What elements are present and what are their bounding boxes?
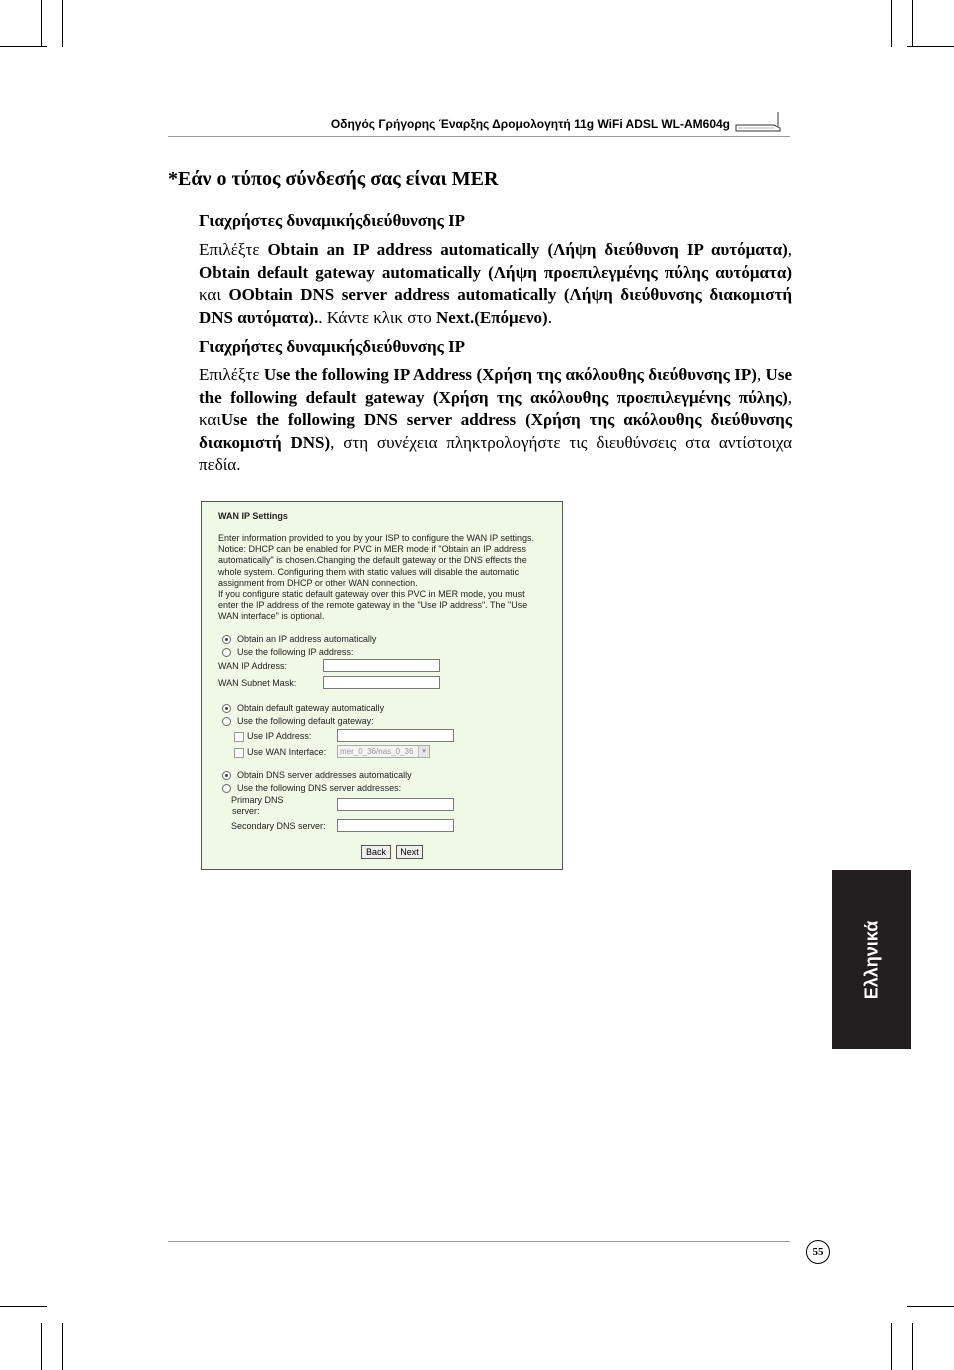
- primary-dns-label-line: server:: [232, 805, 260, 816]
- back-button[interactable]: Back: [361, 845, 391, 859]
- wan-ip-address-label: WAN IP Address:: [218, 661, 288, 671]
- wan-subnet-mask-label: WAN Subnet Mask:: [218, 678, 297, 688]
- text: .: [547, 307, 552, 327]
- bold-text: Obtain an IP address automatically (Λήψη διεύθυνση IP αυτόματα): [267, 240, 788, 259]
- bold-text: Use the following DNS server address (Χρήση της ακόλουθης διεύθυνσης διακομιστή DNS): [199, 410, 792, 452]
- secondary-dns-label: Secondary DNS server:: [231, 821, 326, 831]
- crop-mark: [62, 1323, 63, 1370]
- primary-dns-label: [231, 795, 284, 816]
- static-ip-heading: Γιαχρήστες δυναμικήςδιεύθυνσης IP: [199, 337, 466, 356]
- router-icon: [734, 112, 782, 132]
- crop-mark: [62, 0, 63, 47]
- obtain-gateway-auto-label: Obtain default gateway automatically: [237, 703, 385, 713]
- description-line: assignment from DHCP or other WAN connection.: [218, 577, 418, 588]
- chevron-down-icon: ▾: [418, 746, 429, 757]
- crop-mark: [912, 0, 913, 47]
- bold-text: Use the following IP Address (Χρήση της ακόλουθης διεύθυνσης IP): [263, 365, 757, 384]
- text: . Κάντε κλικ στο: [318, 307, 436, 327]
- text: και: [199, 285, 229, 304]
- use-following-ip-radio[interactable]: [222, 648, 231, 657]
- use-ip-address-label: Use IP Address:: [247, 731, 312, 741]
- page-number: 55: [806, 1240, 830, 1264]
- language-tab: [832, 870, 911, 1049]
- primary-dns-label-line: Primary DNS: [231, 795, 284, 805]
- crop-mark: [891, 0, 892, 47]
- obtain-gateway-auto-radio[interactable]: [222, 704, 231, 713]
- use-wan-interface-checkbox[interactable]: [234, 748, 244, 758]
- use-following-gateway-radio[interactable]: [222, 717, 231, 726]
- crop-mark: [0, 46, 47, 47]
- bold-text: OObtain DNS server address automatically (Λήψη διεύθυνσης διακομιστή DNS αυτόματα).: [199, 285, 793, 327]
- crop-mark: [907, 1306, 954, 1307]
- wan-ip-address-input[interactable]: [323, 659, 440, 672]
- use-wan-interface-label: Use WAN Interface:: [247, 747, 327, 757]
- wan-interface-value: mer_0_36/nas_0_36: [340, 747, 414, 756]
- bold-text: Use the following default gateway (Χρήση της ακόλουθης προεπιλεγμένης πύλης): [199, 365, 792, 407]
- crop-mark: [891, 1323, 892, 1370]
- obtain-ip-auto-label: Obtain an IP address automatically: [237, 634, 377, 644]
- wan-subnet-mask-input[interactable]: [323, 676, 440, 689]
- bold-text: Obtain default gateway automatically (Λήψη προεπιλεγμένης πύλης αυτόματα): [199, 262, 792, 282]
- crop-mark: [41, 1323, 42, 1370]
- primary-dns-input[interactable]: [337, 798, 454, 811]
- text: Επιλέξτε: [199, 240, 268, 259]
- panel-title: WAN IP Settings: [218, 511, 288, 521]
- obtain-dns-auto-label: Obtain DNS server addresses automatically: [237, 770, 412, 780]
- static-ip-paragraph: [199, 364, 792, 477]
- description-line: WAN interface" is optional.: [218, 611, 325, 622]
- description-line: If you configure static default gateway over this PVC in MER mode, you must: [218, 589, 525, 600]
- section-title: *Εάν ο τύπος σύνδεσής σας είναι MER: [168, 168, 499, 190]
- dynamic-ip-heading: Γιαχρήστες δυναμικήςδιεύθυνσης IP: [199, 211, 466, 230]
- description-line: Notice: DHCP can be enabled for PVC in MER mode if "Obtain an IP address: [218, 544, 527, 555]
- text: , στη συνέχεια πληκτρολογήστε τις διευθύνσεις στα αντίστοιχα πεδία.: [199, 432, 792, 474]
- header-rule: [168, 136, 790, 137]
- panel-description: [218, 533, 556, 623]
- text: Επιλέξτε: [199, 365, 264, 384]
- text: , και: [199, 387, 792, 429]
- description-line: automatically" is chosen.Changing the default gateway or the DNS effects the: [218, 555, 527, 566]
- secondary-dns-input[interactable]: [337, 819, 454, 832]
- use-ip-address-input[interactable]: [337, 729, 454, 742]
- text: ,: [787, 240, 792, 259]
- language-tab-label: Ελληνικά: [861, 920, 881, 999]
- obtain-ip-auto-radio[interactable]: [222, 635, 231, 644]
- description-line: whole system. Configuring them with static values will disable the automatic: [218, 566, 520, 577]
- use-following-ip-label: Use the following IP address:: [237, 647, 354, 657]
- dynamic-ip-paragraph: [199, 239, 792, 329]
- crop-mark: [41, 0, 42, 47]
- description-line: enter the IP address of the remote gateway in the "Use IP address". The "Use: [218, 600, 528, 611]
- wan-ip-settings-panel: [201, 501, 563, 870]
- next-button[interactable]: Next: [396, 845, 423, 859]
- text: ,: [756, 365, 766, 384]
- obtain-dns-auto-radio[interactable]: [222, 771, 231, 780]
- crop-mark: [907, 46, 954, 47]
- use-ip-address-checkbox[interactable]: [234, 732, 244, 742]
- page-header-title: Οδηγός Γρήγορης Έναρξης Δρομολογητή 11g WiFi ADSL WL-AM604g: [330, 117, 730, 131]
- crop-mark: [912, 1323, 913, 1370]
- crop-mark: [0, 1306, 47, 1307]
- bold-text: Next.(Επόμενο): [435, 307, 548, 327]
- use-following-dns-radio[interactable]: [222, 784, 231, 793]
- use-following-gateway-label: Use the following default gateway:: [237, 716, 374, 726]
- description-line: Enter information provided to you by your ISP to configure the WAN IP settings.: [218, 533, 534, 543]
- use-following-dns-label: Use the following DNS server addresses:: [237, 783, 402, 793]
- footer-rule: [168, 1241, 790, 1242]
- wan-interface-select[interactable]: [337, 745, 430, 758]
